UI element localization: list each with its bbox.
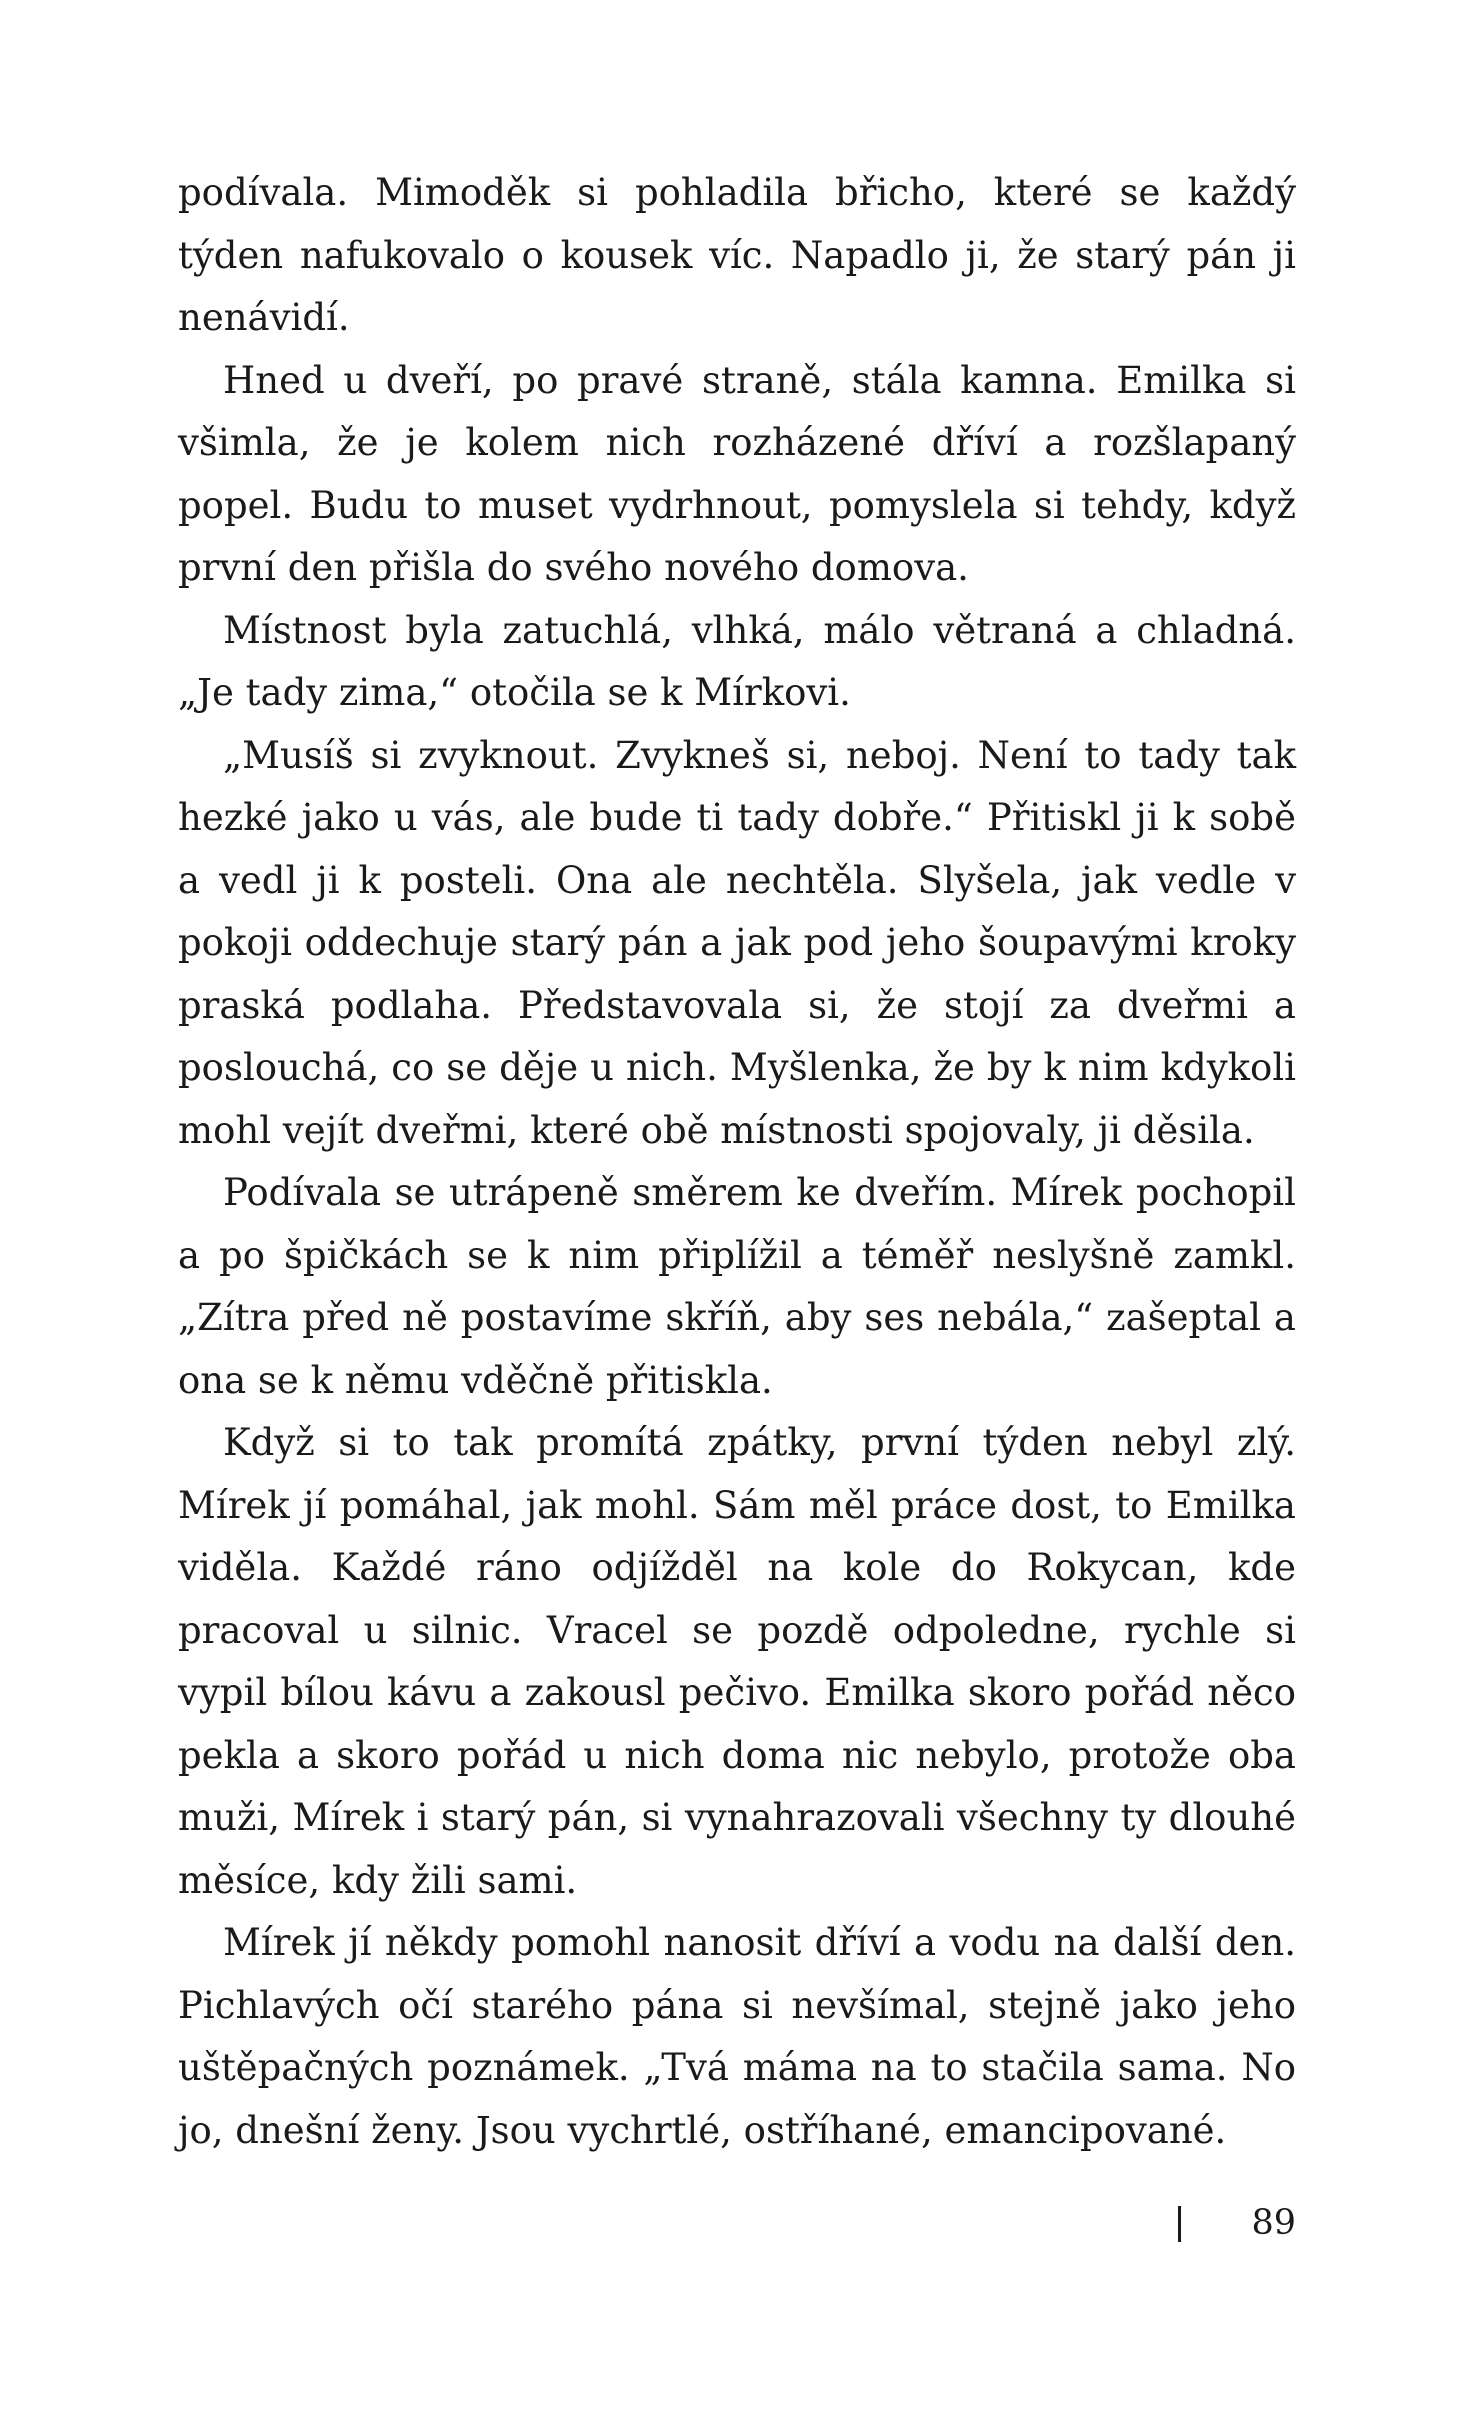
paragraph-4: „Musíš si zvyknout. Zvykneš si, neboj. Není to tady tak hezké jako u vás, ale bude ti tady dobře.“ Přitiskl ji k sobě a vedl ji k posteli. Ona ale nechtěla. Slyšela, jak vedle v pokoji oddechuje starý pán a jak pod jeho šoupavými kroky praská podlaha. Představovala si, že stojí za dveřmi a poslouchá, co se děje u nich. Myšlenka, že by k nim kdykoli mohl vejít dveřmi, které obě místnosti spojovaly, ji děsila. — [178, 733, 1296, 1152]
body-text — [178, 162, 1296, 2162]
page-footer — [1170, 2200, 1296, 2250]
footer-divider — [1178, 2206, 1181, 2242]
page-number: 89 — [1251, 2203, 1296, 2243]
paragraph-2: Hned u dveří, po pravé straně, stála kamna. Emilka si všimla, že je kolem nich rozházené dříví a rozšlapaný popel. Budu to muset vydrhnout, pomyslela si tehdy, když první den přišla do svého nového domova. — [178, 358, 1296, 589]
paragraph-7: Mírek jí někdy pomohl nanosit dříví a vodu na další den. Pichlavých očí starého pána si nevšímal, stejně jako jeho uštěpačných poznámek. „Tvá máma na to stačila sama. No jo, dnešní ženy. Jsou vychrtlé, ostříhané, emancipované. — [178, 1921, 1296, 2152]
paragraph-5: Podívala se utrápeně směrem ke dveřím. Mírek pochopil a po špičkách se k nim připlížil a téměř neslyšně zamkl. „Zítra před ně postavíme skříň, aby ses nebála,“ zašeptal a ona se k němu vděčně přitiskla. — [178, 1171, 1296, 1402]
paragraph-3: Místnost byla zatuchlá, vlhká, málo větraná a chladná. „Je tady zima,“ otočila se k Mírkovi. — [178, 608, 1296, 714]
paragraph-6: Když si to tak promítá zpátky, první týden nebyl zlý. Mírek jí pomáhal, jak mohl. Sám měl práce dost, to Emilka viděla. Každé ráno odjížděl na kole do Rokycan, kde pracoval u silnic. Vracel se pozdě odpoledne, rychle si vypil bílou kávu a zakousl pečivo. Emilka skoro pořád něco pekla a skoro pořád u nich doma nic nebylo, protože oba muži, Mírek i starý pán, si vynahrazovali všechny ty dlouhé měsíce, kdy žili sami. — [178, 1421, 1296, 1902]
paragraph-1: podívala. Mimoděk si pohladila břicho, které se každý týden nafukovalo o kousek víc. Napadlo ji, že starý pán ji nenávidí. — [178, 171, 1296, 339]
